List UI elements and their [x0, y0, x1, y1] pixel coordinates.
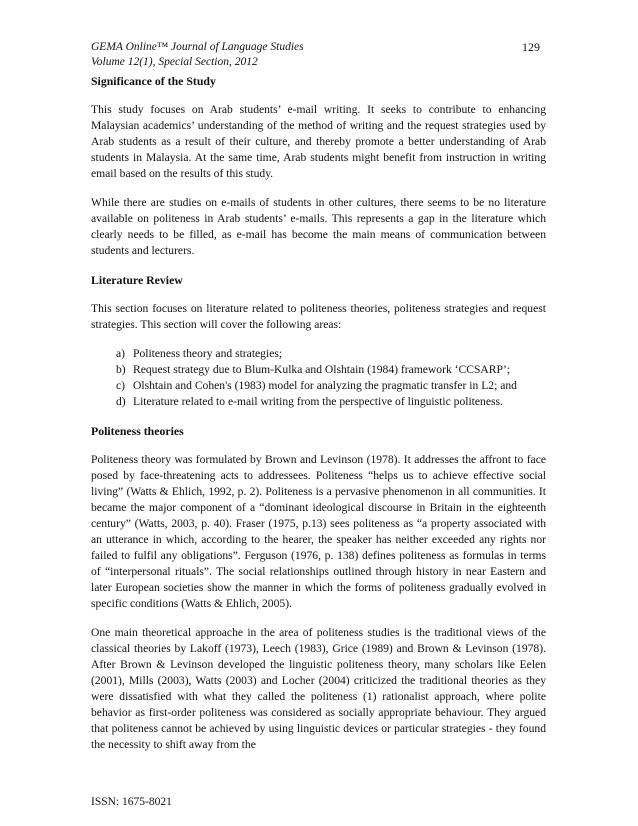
paragraph: This study focuses on Arab students’ e-mail writing. It seeks to contribute to enhancing Malaysian academics’ understanding of the method of writing and the request strategies used by Arab students as a result of their culture, and thereby promote a better understanding of Arab students in Malaysia. At the same time, Arab students might benefit from instruction in writing email based on the results of this study.: [91, 103, 546, 180]
list-item: [116, 362, 546, 378]
list-item-text: Olshtain and Cohen's (1983) model for analyzing the pragmatic transfer in L2; and: [133, 379, 517, 392]
list-marker: d): [116, 395, 126, 408]
list-marker: b): [116, 363, 126, 376]
section-heading-significance: Significance of the Study: [91, 74, 216, 88]
journal-volume: Volume 12(1), Special Section, 2012: [91, 56, 258, 68]
paragraph: This section focuses on literature related to politeness theories, politeness strategies and request strategies. This section will cover the following areas:: [91, 302, 546, 331]
areas-list: [91, 346, 546, 410]
paragraph: One main theoretical approache in the area of politeness studies is the traditional views of the classical theories by Lakoff (1973), Leech (1983), Grice (1989) and Brown & Levinson (1978). After Brown & Levinson developed the linguistic politeness theory, many scholars like Eelen (2001), Mills (2003), Watts (2003) and Locher (2004) criticized the traditional theories as they were dissatisfied with what they called the politeness (1) rationalist approach, where polite behavior as first-order politeness was considered as socially appropriate behaviour. They argued that politeness cannot be achieved by using linguistic devices or particular strategies - they found the necessity to shift away from the: [91, 626, 546, 751]
list-marker: a): [116, 347, 126, 360]
issn-footer: ISSN: 1675-8021: [91, 796, 172, 808]
list-item-text: Literature related to e-mail writing from the perspective of linguistic politeness.: [133, 395, 503, 408]
running-header: [91, 40, 546, 70]
list-item-text: Politeness theory and strategies;: [133, 347, 283, 360]
paragraph: Politeness theory was formulated by Brown and Levinson (1978). It addresses the affront to face posed by face-threatening acts to addressees. Politeness “helps us to achieve effective social living” (Watts & Ehlich, 1992, p. 2). Politeness is a pervasive phenomenon in all communities. It became the major component of a “dominant ideological discourse in Britain in the eighteenth century” (Watts, 2003, p. 40). Fraser (1975, p.13) sees politeness as “a property associated with an utterance in which, according to the hearer, the speaker has neither exceeded any rights nor failed to fulfil any obligations”. Ferguson (1976, p. 138) defines politeness as formulas in terms of “interpersonal rituals”. The social relationships outlined through history in near Eastern and later European societies show the manner in which the forms of politeness gradually evolved in specific conditions (Watts & Ehlich, 2005).: [91, 453, 546, 610]
list-item: [116, 394, 546, 410]
section-heading-politeness-theories: Politeness theories: [91, 424, 184, 438]
section-heading-literature-review: Literature Review: [91, 273, 183, 287]
page-number: 129: [522, 40, 540, 54]
journal-title: GEMA Online™ Journal of Language Studies: [91, 41, 304, 53]
list-item-text: Request strategy due to Blum-Kulka and Olshtain (1984) framework ‘CCSARP’;: [133, 363, 511, 376]
paragraph: While there are studies on e-mails of students in other cultures, there seems to be no literature available on politeness in Arab students’ e-mails. This represents a gap in the literature which clearly needs to be filled, as e-mail has become the main means of communication between students and lecturers.: [91, 196, 546, 257]
list-item: [116, 346, 546, 362]
page-body: [91, 73, 546, 766]
list-item: [116, 378, 546, 394]
list-marker: c): [116, 379, 126, 392]
